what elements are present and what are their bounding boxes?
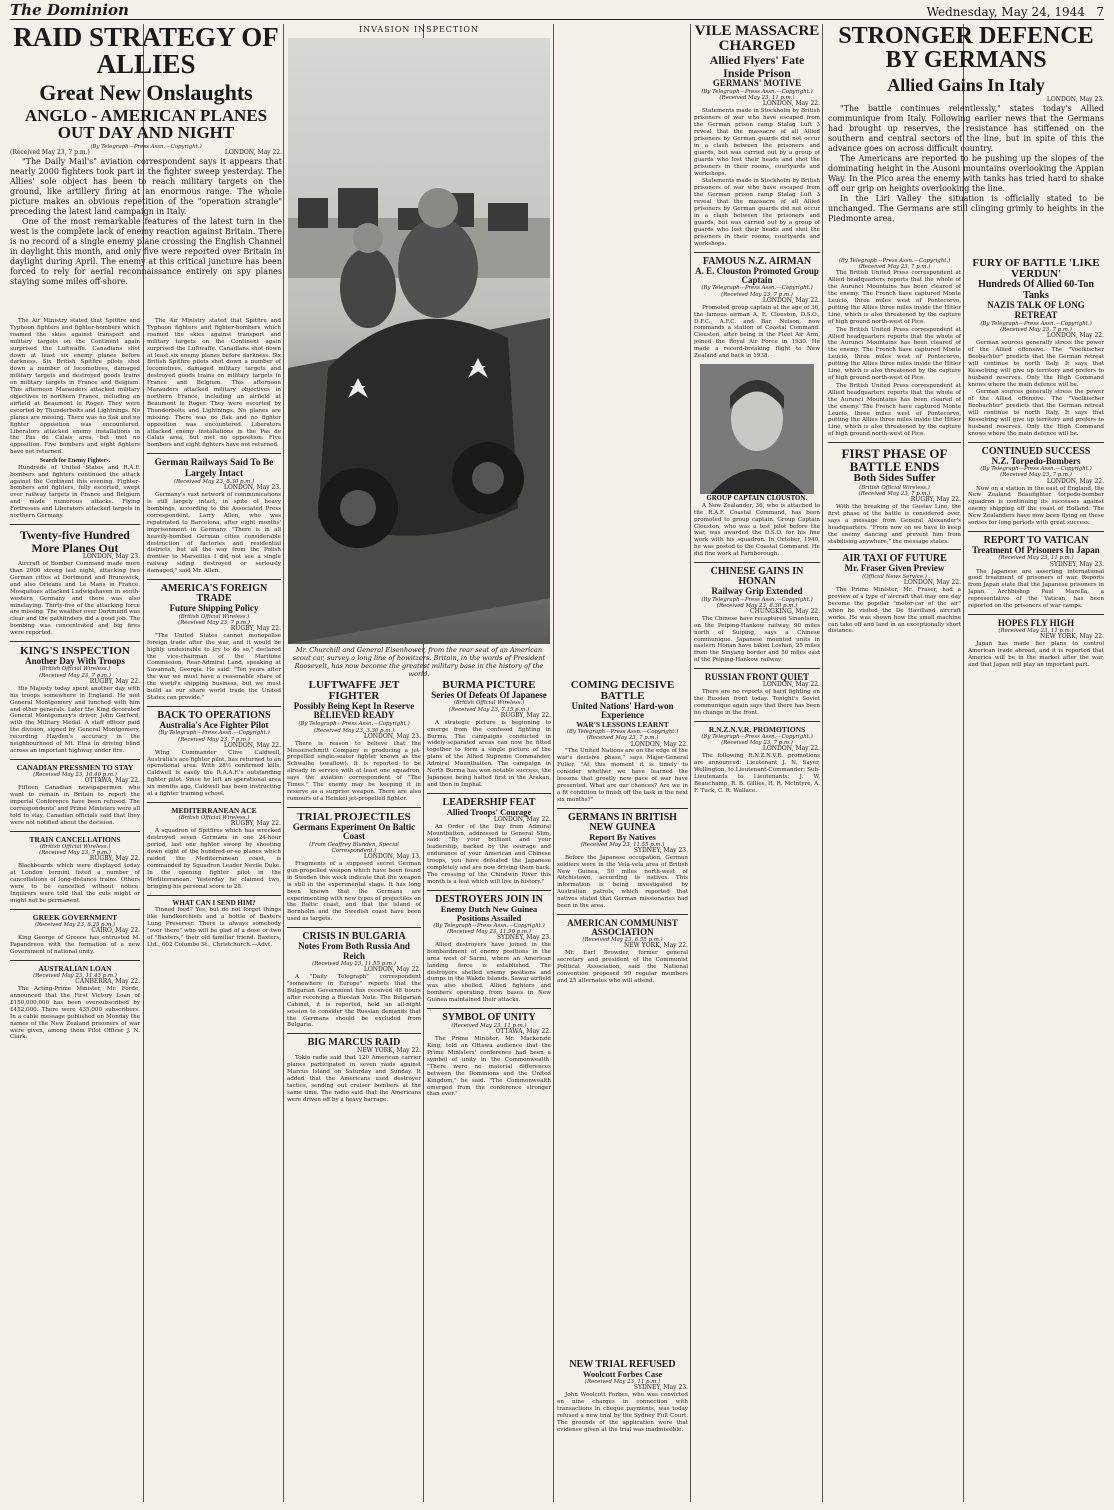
newtrial-received: (Received May 23, 11 p.m.)	[584, 1378, 661, 1385]
destroyers-headline: DESTROYERS JOIN IN	[435, 893, 543, 905]
raid-lead: "The Daily Mail's" aviation correspondent says it appears that nearly 2000 fighters took part in the fighter sweep yesterday. The Allies' sole object has been to reach military targets on the ground, like artillery firing at an enormous range. The whole picture makes an obvious repetition of the "operation strangle" preceding the latest land campaign in Italy.	[10, 157, 282, 217]
stronger-article	[828, 24, 1104, 252]
rnznvr-body: The following R.N.Z.N.V.R. promotions are announced: Lieutenant J. N. Sayer, Wellington, to Lieutenant-Commander; Sub-Lieutenants to Lieutenants: J. W. Beauchamp, R. B. Gillies, H. R. McIntyre, A. F. Tuck, C. R. Wallace.	[694, 753, 820, 794]
aussie-dateline: CANBERRA, May 22.	[75, 978, 140, 986]
canadian-headline: CANADIAN PRESSMEN TO STAY	[16, 762, 134, 772]
canadian-body: Fifteen Canadian newspapermen who want to remain in Britain to report the imperial Conference have been refused. The correspondents' and Prime Ministers were all told to stay. Canadian officials said that they were not notified about the decision.	[10, 785, 140, 826]
railways-headline: German Railways Said To Be Largely Intact	[154, 458, 274, 479]
backops-byline: (By Telegraph—Press Assn.—Copyright.)	[158, 730, 270, 737]
aussie-headline: AUSTRALIAN LOAN	[38, 963, 112, 973]
railways-dateline: LONDON, May 23.	[223, 484, 281, 492]
aircraft-subheadline: Mr. Fraser Given Preview	[844, 563, 945, 574]
aircraft-dateline: LONDON, May 22.	[903, 579, 961, 587]
coming-body: "The United Nations are on the edge of the war's decisive phase," says Major-General Fuller. "At this moment it is timely to consider whether we have learned the lessons that greatly new pace of war have presented. What are our chances? Are we in a fit condition to finish off the task in the next six months?"	[557, 748, 688, 803]
famous-dateline: LONDON, May 22.	[762, 296, 820, 304]
burma-subheadline: Series Of Defeats Of Japanese	[431, 690, 547, 700]
greek-dateline: CAIRO, May 22.	[91, 927, 140, 935]
backops-body: Wing Commander Clive Caldwell, Australia's ace fighter pilot, has returned to an operational area. With 28½ confirmed kills, Caldwell is easily the R.A.A.F.'s outstanding fighter pilot. Since he left an operational area six months ago, Caldwell has been instructing at a fighter training school.	[147, 749, 281, 798]
trial-dateline: LONDON, May 13.	[363, 853, 421, 861]
canadian-dateline: OTTAWA, May 22.	[84, 777, 140, 785]
burma-headline: BURMA PICTURE	[442, 680, 536, 691]
chinese-dateline: CHUNGKING, May 22.	[750, 607, 820, 615]
train-body: Blackboards which were displayed today at London termini listed a number of cancellations of long-distance trains. Others were to be cancelled without notice. Inquirers were told that the cuts might or might not be permanent.	[10, 863, 140, 904]
hopes-headline: HOPES FLY HIGH	[997, 617, 1075, 628]
portrait-image	[700, 364, 814, 494]
raid-subheadline: Great New Onslaughts	[39, 80, 253, 105]
advert-body: Tinned food? Yes, but do not forget things like handkerchiefs and a bottle of Baxters Lung Preserver. There is always somebody "over there" who will be glad of a dose or two of "Baxters," their old familiar friend. Baxters, Ltd., 602 Colombo St., Christchurch.—Advt.	[147, 907, 281, 948]
aircraft-headline: AIR TAXI OF FUTURE	[842, 553, 947, 565]
burma-received: (Received May 23, 7.15 p.m.)	[448, 706, 530, 713]
clouston-caption: GROUP CAPTAIN CLOUSTON.	[706, 494, 808, 502]
jet-received: (Received May 23, 3.30 p.m.)	[313, 727, 395, 734]
rnznvr-byline: (By Telegraph—Press Assn.—Copyright.)	[701, 733, 813, 740]
continued-headline: CONTINUED SUCCESS	[981, 445, 1091, 457]
vatican-subheadline: Treatment Of Prisoners In Japan	[972, 544, 1100, 555]
trade-byline: (British Official Wireless.)	[178, 613, 250, 620]
burma-dateline: RUGBY, May 22.	[500, 711, 551, 719]
med-headline: MEDITERRANEAN ACE	[171, 805, 257, 815]
famous-subheadline: A. E. Clouston Promoted Group Captain	[695, 265, 819, 285]
masthead-right	[927, 5, 1104, 19]
vatican-received: (Received May 23, 11 p.m.)	[998, 555, 1074, 562]
twentyfive-headline: Twenty-five Hundred More Planes Out	[20, 527, 130, 555]
backops-received: (Received May 23, 7 p.m.)	[178, 736, 250, 743]
train-dateline: RUGBY, May 22.	[89, 855, 140, 863]
crisis-subheadline: Notes From Both Russia And Reich	[298, 941, 410, 961]
train-received: (Received May 23, 7 p.m.)	[39, 850, 111, 857]
king-headline: KING'S INSPECTION	[20, 645, 130, 658]
symbol-body: The Prime Minister, Mr. Mackenzie King, told an Ottawa audience that the Prime Ministers' conference had been a symbol of unity in the Commonwealth. "There were no material differences between the Dominions and the United Kingdom," he said. "The Commonwealth emerged from the conference stronger than ever."	[427, 1036, 551, 1098]
famous-body-2: A New Zealander, 36, who is attached to the R.A.F. Coastal Command, has been promoted to group captain. Group Captain Clouston, who was a test pilot before the war, was awarded the D.S.O. for his fine work with his squadron. In October, 1940, he was posted to the Coastal Command. He did fine work at Farnborough.	[694, 502, 820, 558]
coming-byline: (By Telegraph—Press Assn.—Copyright.)	[566, 729, 679, 736]
trade-dateline: RUGBY, May 22.	[230, 624, 281, 632]
fury-deck: NAZIS TALK OF LONG RETREAT	[987, 300, 1085, 320]
burma-byline: (British Official Wireless.)	[453, 700, 525, 707]
raid-body: The Air Ministry stated that Spitfire and Typhoon fighters and fighter-bombers which roamed the skies against transport and military targets on the Continent again surprised the Luftwaffe. Canadians shot down at least six enemy planes before darkness. Six British Spitfire pilots shot down a number of locomotives, damaged military targets and destroyed goods trains on military targets in France and Belgium. This afternoon Marauders attacked military objectives in northern France, including an airfield at Beaumont le Roger. They were escorted by Thunderbolts and Lightnings. No planes are missing. There was no flak and no fighter opposition was encountered. Liberators attacked enemy installations in the Pas de Calais area, but met no opposition. Five bombers and eight fighters have not returned.	[10, 318, 140, 456]
vatican-dateline: SYDNEY, May 23.	[1049, 560, 1104, 568]
king-received: (Received May 23, 7 p.m.)	[39, 672, 111, 679]
raid-sub-body: Hundreds of United States and R.A.F. bombers and fighters continued the attack against the Continent this evening. Fighter-bombers and fighters, fully escorted, swept over railway targets in France and Belgium and made numerous attacks. Flying Fortresses and Liberators attacked targets in northern Germany.	[10, 464, 140, 520]
med-body: A squadron of Spitfires which has wrecked destroyed seven Germans in one 24-hour period, last one fighter sweep by shooting down eight of the hundred-or-so planes which raided the Mediterranean coast, is commanded by Squadron Leader Nevile Duke. In the opening fighter pilot in the Mediterranean. Yesterday he claimed two, bringing his personal score to 28.	[147, 828, 281, 890]
jet-headline: LUFTWAFFE JET FIGHTER	[308, 680, 400, 702]
famous-body: Promoted group captain at the age of 36, the famous airman A. E. Clouston, D.S.O., D.F.C., A.F.C. and Bar, Nelson, now commands a station of Coastal Command. Clouston, after being in the Fleet Air Arm, joined the Royal Air Force in 1930. He made a record-breaking flight to New Zealand and back in 1938.	[694, 304, 820, 360]
vile-headline: VILE MASSACRE CHARGED	[694, 24, 820, 54]
masthead	[10, 2, 1104, 20]
train-headline: TRAIN CANCELLATIONS	[29, 834, 121, 844]
russianfront-dateline: LONDON, May 22.	[762, 681, 820, 689]
newtrial-article	[557, 1360, 688, 1502]
coming-received: (Received May 23, 7 p.m.)	[586, 735, 659, 742]
page-number: 7	[1096, 5, 1104, 19]
chinese-headline: CHINESE GAINS IN HONAN	[710, 566, 804, 588]
raid-byline: (By Telegraph—Press Assn.—Copyright.)	[90, 144, 202, 151]
vile-byline: (By Telegraph—Press Assn.—Copyright.)	[701, 89, 813, 96]
greek-received: (Received May 23, 8.25 p.m.)	[34, 921, 116, 928]
raid-article	[10, 24, 282, 314]
vile-subheadline: Allied Flyers' Fate Inside Prison	[709, 53, 805, 80]
fury-received: (Received May 23, 7 p.m.)	[1000, 326, 1072, 333]
continued-body: Now on a station in the east of England, the New Zealand Beaufighter torpedo-bomber squadron is continuing its successes against enemy shipping off the coast of Holland. The New Zealanders have now been flying on these sorties for long periods with great success.	[968, 485, 1104, 527]
firstphase-received: (Received May 23, 7 p.m.)	[858, 490, 931, 497]
vatican-headline: REPORT TO VATICAN	[983, 534, 1089, 546]
column-rule	[690, 24, 691, 1502]
king-byline: (British Official Wireless.)	[39, 666, 111, 673]
twentyfive-body: Aircraft of Bomber Command made more than 2000 strong last night, attacking two German cities at Dortmund and Brunswick, and also Orleans and Le Mans in France. Mosquitoes attacked Ludwigshaven in south-western Germany and there was also minelaying. Thirty-five of the attacking force are missing. The weather over Dortmund was clear and the pathfinders did a good job. The bombing was concentrated and big fires were reported.	[10, 561, 140, 637]
newguinea-received: (Received May 23, 11.55 p.m.)	[580, 841, 665, 848]
newguinea-body: Before the Japanese occupation, German soldiers were in the Vela-vela area of British New Guinea, 50 miles north-west of Aitchistown, according to natives. This information is being investigated by Australian patrols, which reported that natives stated that German missionaries had been in the area.	[557, 854, 688, 910]
fury-headline: FURY OF BATTLE 'LIKE VERDUN'	[972, 258, 1100, 280]
railways-received: (Received May 23, 8.30 p.m.)	[173, 479, 255, 486]
train-byline: (British Official Wireless.)	[39, 843, 111, 850]
invasion-caption: Mr. Churchill and General Eisenhower, from the rear seat of an American scout car, survey a long line of howitzers. Britain, in the words of President Roosevelt, has now become the greatest military base in the history of the world.	[292, 646, 546, 678]
column-rule	[553, 24, 554, 1502]
rnznvr-headline: R.N.Z.N.V.R. PROMOTIONS	[708, 724, 806, 734]
trial-headline: TRIAL PROJECTILES	[297, 810, 411, 823]
continued-received: (Received May 23, 7 p.m.)	[1000, 472, 1072, 479]
coming-dateline: LONDON, May 22.	[630, 740, 688, 748]
newtrial-headline: NEW TRIAL REFUSED	[569, 1360, 676, 1370]
newguinea-subheadline: Report By Natives	[589, 831, 656, 842]
crisis-body: A "Daily Telegraph" correspondent "somewhere in Europe" reports that the Bulgarian Government has received 48 hours after receiving a Russian Note. The Bulgarian Cabinet, it is reported, held an all-night session to consider the Russian demands that the Germans should be excluded from Bulgaria.	[287, 974, 421, 1029]
trade-body: "The United States cannot monopolise foreign trade after the war, and it would be highly undesirable to try to do so," declared the vice-chairman of the Maritime Commission, Rear-Admiral Land, speaking at Savannah, Georgia. He said: "Ten years after the war we must have a reasonable share of the world's shipping business, but we must build as our share world trade the United States can provide."	[147, 632, 281, 701]
raid-received: (Received May 23, 7 p.m.)	[10, 149, 90, 157]
destroyers-body: Allied destroyers have joined in the bombardment of enemy positions in the area west of Sarmi, where an American landing force is established. The destroyers shelled enemy positions and dumps in the Wakde Islands. Sawar airfield was also shelled. Allied fighters and bombers operating from bases in New Guinea maintained their attacks.	[427, 941, 551, 1004]
chinese-byline: (By Telegraph—Press Assn.—Copyright.)	[701, 596, 813, 603]
stronger-lead-2: The Americans are reported to be pushing up the slopes of the dominating height in the Ausoni mountains overlooking the Appian Way. In the Pico area the enemy with tanks has tried hard to shake off our grip on heights overlooking the line.	[828, 153, 1104, 193]
paper-name: The Dominion	[10, 1, 129, 19]
fury-dateline: LONDON, May 22.	[1046, 332, 1104, 340]
firstphase-subheadline: Both Sides Suffer	[853, 472, 936, 485]
column-4	[427, 680, 551, 1502]
column-8	[968, 258, 1104, 1502]
raid-headline: RAID STRATEGY OF ALLIES	[13, 24, 279, 79]
newtrial-subheadline: Woolcott Forbes Case	[582, 1369, 663, 1379]
firstphase-body: With the breaking of the Gustav Line, the first phase of the battle is considered over, says a message from General Alexander's headquarters. "From now on we have to keep the enemy dancing and prevent him from stabilising anywhere," the message states.	[828, 504, 961, 545]
raid-dateline: LONDON, May 22.	[224, 149, 282, 157]
stronger-received: (Received May 23, 7 p.m.)	[858, 264, 931, 271]
leadership-subheadline: Allied Troops' Courage	[446, 806, 532, 817]
jet-subheadline: Possibly Being Kept In Reserve	[293, 701, 415, 711]
fury-body: German sources generally stress the power of the Allied offensive. The "Voelkischer Beobachter" predicts that the German retreat will continue to north Italy. It says that Kesselring will give up territory and prefers to husband reserves. Only the High Command knows where the main defence will be.	[968, 340, 1104, 388]
stronger-lead: "The battle continues relentlessly," states today's Allied communique from Italy. Following earlier news that the Germans had brought up reserves, the resistance has stiffened on the southern and central sectors of the line, but in spite of this the advance goes on across difficult country.	[828, 103, 1104, 153]
symbol-dateline: OTTAWA, May 22.	[495, 1028, 551, 1036]
destroyers-dateline: SYDNEY, May 23.	[496, 934, 551, 942]
chinese-body: The Chinese have recaptured Sinantsien, on the Peiping-Hankow railway, 90 miles north of Suiping, says a Chinese communique. Japanese mounted units in eastern Honan have taken Loshan, 25 miles from the Sinyang border and 50 miles east of the Peiping-Hankow railway.	[694, 615, 820, 664]
jet-byline: (By Telegraph—Press Assn.—Copyright.)	[298, 721, 410, 728]
raid-lead-2: One of the most remarkable features of the latest turn in the west is the complete lack of enemy reaction against Britain. There is no record of a single enemy plane crossing the English Channel in daylight this month, and only five were reported over Britain in daylight during April. The enemy at this critical juncture has been forced to rely for aerial reconnaissance entirely on spy planes staying some miles off-shore.	[10, 217, 282, 287]
vile-deck: GERMANS' MOTIVE	[712, 78, 802, 89]
railways-body: Germany's vast network of communications is still largely intact, in spite of heavy bombings, according to the Associated Press correspondent. Larry Allen, who was repatriated to Barcelona, after eight months' imprisonment in Germany. "There is in all heavily-bombed German cities considerable destruction of factories and residential districts, but all the way from the Polish frontier to Marseilles I did not see a single railway siding destroyed or seriously damaged," said Mr. Allen.	[147, 492, 281, 575]
newguinea-headline: GERMANS IN BRITISH NEW GUINEA	[568, 811, 677, 833]
column-7	[828, 258, 961, 1502]
stronger-headline: STRONGER DEFENCE BY GERMANS	[838, 24, 1094, 73]
raid-deck: ANGLO - AMERICAN PLANES OUT DAY AND NIGHT	[24, 106, 268, 143]
coming-subheadline: United Nations' Hard-won Experience	[571, 701, 674, 721]
russianfront-headline: RUSSIAN FRONT QUIET	[704, 672, 810, 683]
trade-subheadline: Future Shipping Policy	[169, 603, 259, 614]
destroyers-byline: (By Telegraph—Press Assn.—Copyright.)	[433, 922, 545, 929]
vile-dateline: LONDON, May 22.	[762, 100, 820, 108]
med-byline: (British Official Wireless.)	[178, 815, 250, 822]
stronger-body-3: The British United Press correspondent at Allied headquarters reports that the whole of the Aurunci Mountains has been cleared of the enemy. The French have captured Monte Leucio, three miles west of Pontecorvo, putting the Allies three miles inside the Hitler Line, which is also threatened by the capture of high ground north-west of Pico.	[828, 382, 961, 438]
trial-subheadline: Germans Experiment On Baltic Coast	[292, 821, 416, 842]
stronger-dateline: LONDON, May 23.	[1046, 95, 1104, 103]
stronger-lead-3: In the Liri Valley the situation is officially stated to be unchanged. The Germans are still clinging grimly to heights in the Piedmonte area.	[828, 193, 1104, 223]
americancomm-dateline: NEW YORK, May 22.	[624, 942, 688, 950]
continued-byline: (By Telegraph—Press Assn.—Copyright.)	[980, 466, 1092, 473]
clouston-photo	[700, 364, 814, 494]
aussie-received: (Received May 23, 11.45 p.m.)	[33, 972, 117, 979]
vile-body: Statements made in Stockholm by British prisoners of war who have escaped from the German prison camp Stalag Luft 3 reveal that the massacre of all Allied prisoners by German guards did not occur in a clash between the prisoners and guards, but was carried out by a group of guards who lost their heads and shot the prisoners in their rooms, courtyards and workshops.	[694, 108, 820, 177]
raid-subhead: Search for Enemy Fighters.	[39, 458, 111, 465]
greek-body: King George of Greece has entrusted M. Papandreou with the formation of a new Government of national unity.	[10, 935, 140, 955]
column-3	[287, 680, 421, 1502]
americancomm-received: (Received May 23, 6.55 p.m.)	[582, 936, 663, 943]
twentyfive-dateline: LONDON, May 23.	[82, 553, 140, 561]
trial-byline: (From Geoffrey Blunden, Special Correspondent.)	[309, 841, 399, 854]
king-body: His Majesty today spent another day with his troops somewhere in England. He met General Montgomery and lunched with him and other generals. Later the King decorated General Montgomery's driver, John Garford, with the Military Medal. A staff officer paid the division, signed by General Montgomery, recording Hayden's accuracy in the neighbourhood of Mt. Etna in driving blind across an important highway under fire.	[10, 685, 140, 754]
firstphase-byline: (British Official Wireless.)	[859, 484, 930, 491]
bigmarcus-headline: BIG MARCUS RAID	[307, 1037, 401, 1049]
canadian-received: (Received May 23, 10.40 p.m.)	[33, 772, 117, 779]
newtrial-body: John Woolcott Forbes, who was convicted on nine charges in connection with transactions in cheque payments, was today refused a new trial by the Sydney Full Court. The grounds of the application were that evidence given at the trial was inadmissible.	[557, 1392, 688, 1433]
invasion-photo	[288, 38, 550, 644]
med-dateline: RUGBY, May 22.	[230, 820, 281, 828]
americancomm-body: Mr. Earl Browder, former general secretary and president of the Communist Political Association, said the National convention proposed 90 regular members and 25 alternates who will attend.	[557, 950, 688, 984]
column-rule	[283, 24, 284, 1502]
king-subheadline: Another Day With Troops	[25, 656, 125, 667]
fury-byline: (By Telegraph—Press Assn.—Copyright.)	[980, 320, 1092, 327]
continued-dateline: LONDON, May 22.	[1046, 477, 1104, 485]
hopes-dateline: NEW YORK, May 22.	[1040, 633, 1104, 641]
firstphase-headline: FIRST PHASE OF BATTLE ENDS	[841, 446, 948, 475]
leadership-body: An Order of the Day from Admiral Mountbatten, addressed to General Slim, said: "By your brilliant and your leadership, backed by the courage and endurance of your American and Chinese troops, you have defeated the Japanese completely and are now driving them back. The crossing of the Chindwin River this month is a feat which will live in history."	[427, 823, 551, 885]
chinese-subheadline: Railway Grip Extended	[711, 586, 803, 597]
famous-byline: (By Telegraph—Press Assn.—Copyright.)	[701, 285, 813, 292]
newtrial-dateline: SYDNEY, May 23.	[633, 1384, 688, 1392]
destroyers-subheadline: Enemy Dutch New Guinea Positions Assailed	[440, 903, 538, 923]
jet-deck: BELIEVED READY	[313, 710, 395, 721]
stronger-body-2: The British United Press correspondent at Allied headquarters reports that the whole of the Aurunci Mountains has been cleared of the enemy. The French have captured Monte Leucio, three miles west of Pontecorvo, putting the Allies three miles inside the Hitler Line, which is also threatened by the capture of high ground north-west of Pico.	[828, 326, 961, 381]
famous-headline: FAMOUS N.Z. AIRMAN	[702, 255, 812, 267]
americancomm-headline: AMERICAN COMMUNIST ASSOCIATION	[567, 917, 678, 937]
jet-dateline: LONDON, May 23.	[363, 732, 421, 740]
newguinea-dateline: SYDNEY, May 23.	[633, 846, 688, 854]
raid-body-cont: The Air Ministry stated that Spitfire and Typhoon fighters and fighter-bombers which roamed the skies against transport and military targets on the Continent again surprised the Luftwaffe. Canadians shot down at least six enemy planes before darkness. Six British Spitfire pilots shot down a number of locomotives, damaged military targets and destroyed goods trains on military targets in France and Belgium. This afternoon Marauders attacked military objectives in northern France, including an airfield at Beaumont le Roger. They were escorted by Thunderbolts and Lightnings. No planes are missing. There was no flak and no fighter opposition was encountered. Liberators attacked enemy installations in the Pas de Calais area, but met no opposition. Five bombers and eight fighters have not returned.	[147, 318, 281, 449]
jet-body: There is reason to believe that the Messerschmitt Company is producing a jet-propelled single-seater fighter known as the Schwalbe (swallow). It is reported to be already in service with at least one squadron, says the aviation correspondent of "The Times." The enemy may be keeping it in reserve as a surprise weapon. There are also rumours of a Heinkel jet-propelled fighter.	[287, 740, 421, 802]
trade-received: (Received May 23, 7 p.m.)	[178, 619, 250, 626]
vile-body-2: Statements made in Stockholm by British prisoners of war who have escaped from the German prison camp Stalag Luft 3 reveal that the massacre of all Allied prisoners by German guards did not occur in a clash between the prisoners and guards, but was carried out by a group of guards who lost their heads and shot the prisoners in their rooms, courtyards and workshops.	[694, 178, 820, 247]
chinese-received: (Received May 23, 8.30 p.m.)	[716, 602, 798, 609]
stronger-subheadline: Allied Gains In Italy	[887, 75, 1045, 95]
coming-headline: COMING DECISIVE BATTLE	[570, 680, 675, 702]
hopes-received: (Received May 23, 11 p.m.)	[998, 627, 1074, 634]
vile-received: (Received May 23, 11 p.m.)	[719, 95, 795, 102]
stronger-body: The British United Press correspondent at Allied headquarters reports that the whole of the Aurunci Mountains has been cleared of the enemy. The French have captured Monte Leucio, three miles west of Pontecorvo, putting the Allies three miles inside the Hitler Line, which is also threatened by the capture of high ground north-west of Pico.	[828, 270, 961, 325]
firstphase-dateline: RUGBY, May 22.	[910, 496, 961, 504]
trial-body: Fragments of a supposed secret German gun-propelled weapon which have been found in Sweden this week indicate that the weapon is still in the experimental stage. It has long been known that the Germans are experimenting with new types of projectiles on the Baltic coast, and that the island of Bornholm and the Swedish coast have been used as targets.	[287, 860, 421, 923]
photo-label: INVASION INSPECTION	[359, 25, 479, 34]
crisis-received: (Received May 23, 11.55 p.m.)	[312, 961, 396, 968]
trade-headline: AMERICA'S FOREIGN TRADE	[160, 583, 268, 605]
aussie-body: The Acting-Prime Minister, Mr. Forde, announced that the First Victory Loan of £150,000,000 has been oversubscribed by £452,000. There were 435,000 subscribers. In a cable message published on Monday the names of the New Zealand prisoners of war were given, among them Pilot Officer J. N. Clark.	[10, 986, 140, 1041]
bigmarcus-dateline: NEW YORK, May 22.	[357, 1047, 421, 1055]
advert-headline: WHAT CAN I SEND HIM?	[172, 898, 256, 907]
symbol-headline: SYMBOL OF UNITY	[442, 1012, 536, 1024]
leadership-dateline: LONDON, May 22.	[493, 815, 551, 823]
column-rule	[822, 24, 823, 1502]
greek-headline: GREEK GOVERNMENT	[32, 912, 118, 922]
symbol-received: (Received May 23, 11 p.m.)	[451, 1023, 527, 1030]
stronger-byline: (By Telegraph—Press Assn.—Copyright.)	[838, 258, 951, 264]
scout-car-image	[288, 38, 550, 644]
column-1	[10, 318, 140, 1502]
coming-deck: WAR'S LESSONS LEARNT	[576, 719, 669, 729]
aircraft-body: The Prime Minister, Mr. Fraser, had a preview of a type of aircraft that may one day become the popular "motor-car of the air" when he visited the De Havilland aircraft works. He was shown how the small machine can take off and land in an exceptionally short distance.	[828, 587, 961, 635]
backops-headline: BACK TO OPERATIONS	[157, 709, 271, 721]
rnznvr-dateline: LONDON, May 22.	[762, 745, 820, 753]
bigmarcus-body: Tokio radio said that 120 American carrier planes participated in seven raids against Marcus Island on Saturday and Sunday. It added that the Americans used destroyer tactics, sending out cruiser bombers at the same time. The radio said that the Americans were driven off by a heavy barrage.	[287, 1055, 421, 1103]
crisis-headline: CRISIS IN BULGARIA	[302, 931, 406, 943]
continued-subheadline: N.Z. Torpedo-Bombers	[991, 455, 1081, 466]
backops-dateline: LONDON, May 22.	[223, 741, 281, 749]
issue-date: Wednesday, May 24, 1944	[926, 5, 1085, 19]
famous-received: (Received May 23, 7 p.m.)	[721, 291, 793, 298]
crisis-dateline: LONDON, May 22.	[363, 966, 421, 974]
hopes-body: Japan has made her plans to control American trade abroad, and it is reported that America will be in the market after the war, and that Japan will play an important part.	[968, 641, 1104, 668]
column-6	[694, 24, 820, 1502]
aircraft-byline: (Official News Service.)	[862, 573, 927, 580]
vatican-body: The Japanese are asserting international good treatment of prisoners of war. Reports from Japan state that the Japanese prisoners in Japan, Archbishop Paul Marella, a representative of the Vatican, has been reported on the prisoners of war camps.	[968, 568, 1104, 610]
fury-body-2: German sources generally stress the power of the Allied offensive. The "Voelkischer Beobachter" predicts that the German retreat will continue to north Italy. It says that Kesselring will give up territory and prefers to husband reserves. Only the High Command knows where the main defence will be.	[968, 389, 1104, 437]
backops-subheadline: Australia's Ace Fighter Pilot	[159, 719, 269, 730]
column-2	[147, 318, 281, 1502]
king-dateline: RUGBY, May 22.	[89, 677, 140, 685]
burma-body: A strategic picture is beginning to emerge from the confused fighting in Burma. The campaigns conducted in widely-separated areas can now be fitted together to form a single picture of the plans of the Allied Supreme Commander, Admiral Mountbatten. The campaign in North Burma has won notable success, the Japanese being halted first in the Arakan, and then in Imphal.	[427, 719, 551, 788]
leadership-headline: LEADERSHIP FEAT	[442, 796, 536, 808]
destroyers-received: (Received May 23, 11.50 p.m.)	[447, 928, 531, 935]
russianfront-body: There are no reports of hard fighting on the Russian front today. Tonight's Soviet communique again says that there has been no change in the front.	[694, 689, 820, 716]
fury-subheadline: Hundreds Of Allied 60-Ton Tanks	[978, 279, 1094, 301]
rnznvr-received: (Received May 23, 7 p.m.)	[721, 740, 793, 747]
